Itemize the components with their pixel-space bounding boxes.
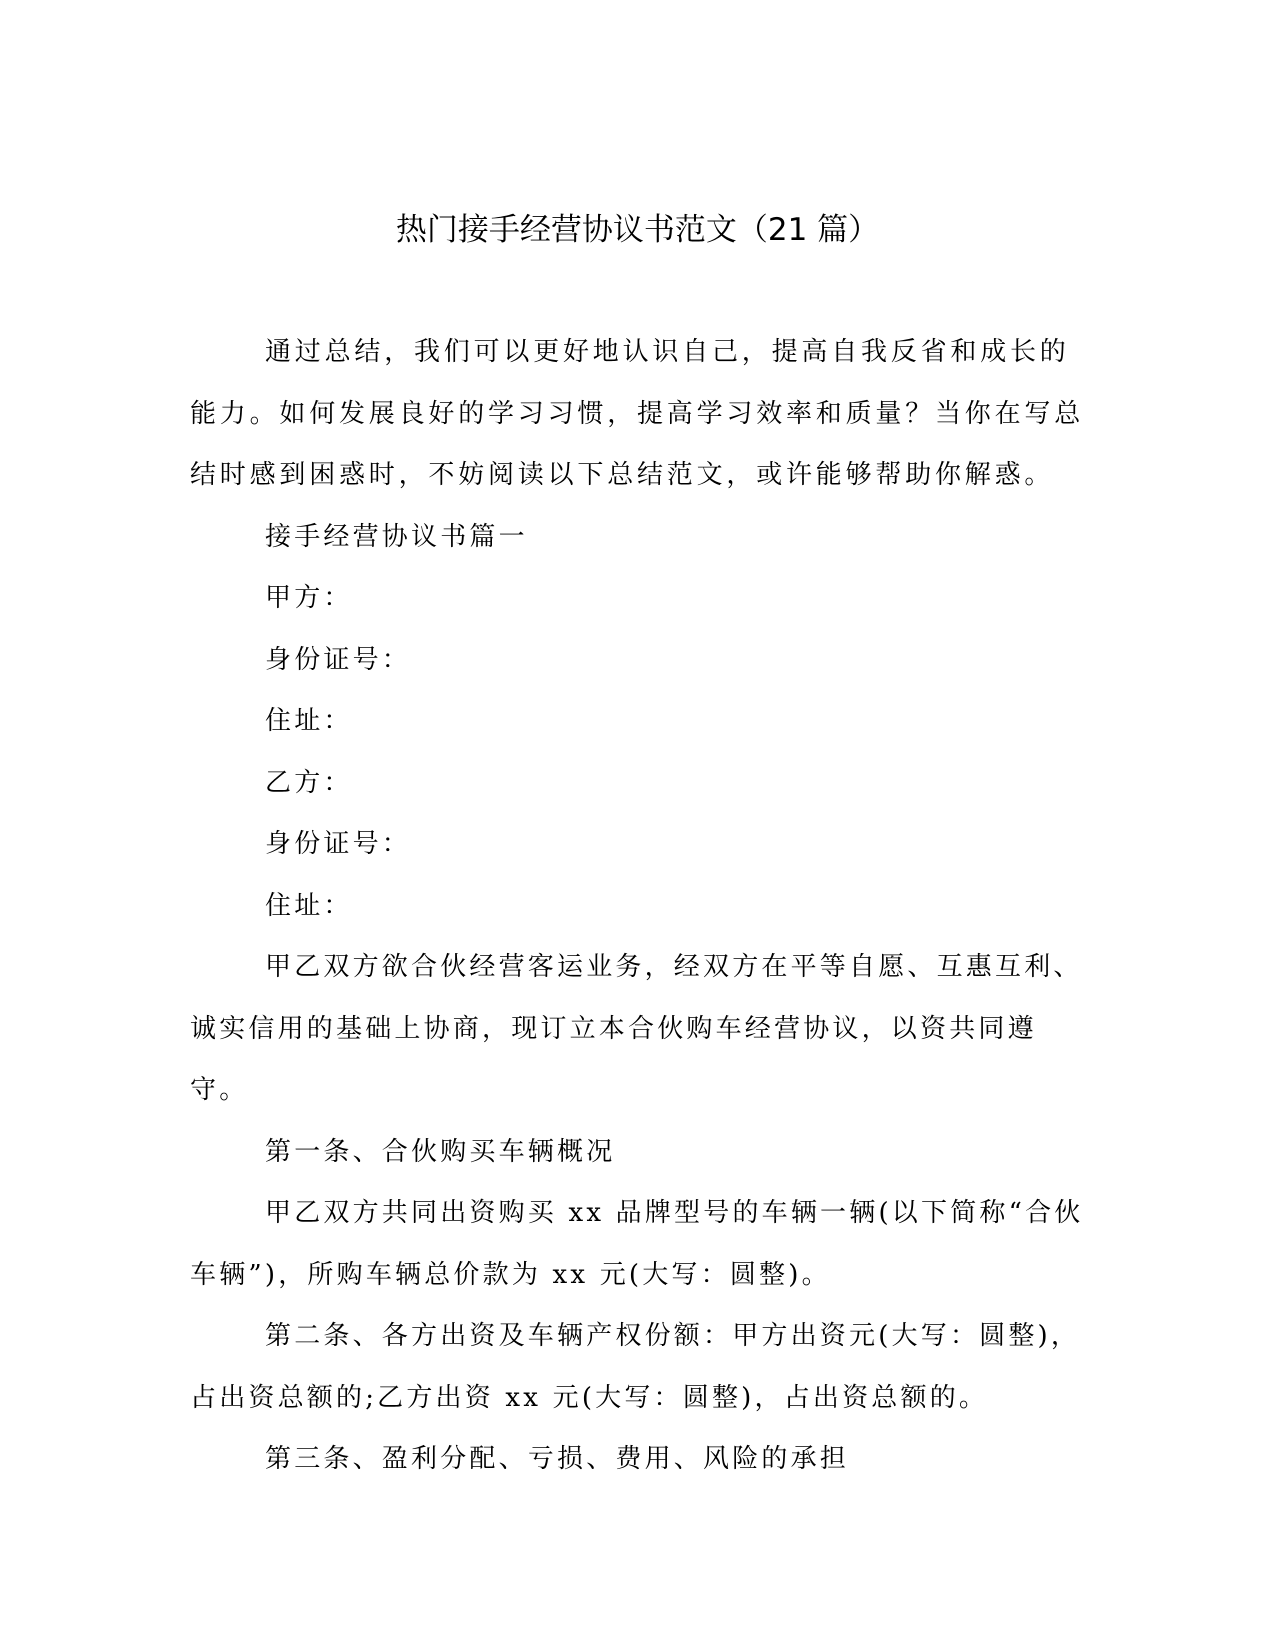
article-3-heading: 第三条、盈利分配、亏损、费用、风险的承担 [265, 1444, 850, 1474]
party-a-id-label: 身份证号： [265, 644, 412, 675]
article-1-body: 甲乙双方共同出资购买 xx 品牌型号的车辆一辆(以下简称“合伙车辆”)，所购车辆总价款为 xx 元(大写：圆整)。 [190, 1198, 1084, 1290]
party-b-id-label: 身份证号： [265, 829, 412, 859]
article-2-body: 第二条、各方出资及车辆产权份额：甲方出资元(大写：圆整)，占出资总额的;乙方出资 xx 元(大写：圆整)，占出资总额的。 [190, 1321, 1081, 1413]
party-b-label: 乙方： [265, 767, 353, 798]
article-1-heading: 第一条、合伙购买车辆概况 [265, 1136, 616, 1167]
document-body [190, 322, 1085, 1491]
intro-paragraph: 通过总结，我们可以更好地认识自己，提高自我反省和成长的能力。如何发展良好的学习习惯，提高学习效率和质量？当你在写总结时感到困惑时，不妨阅读以下总结范文，或许能够帮助你解惑。 [190, 337, 1085, 490]
document-title: 热门接手经营协议书范文（21 篇） [395, 212, 880, 248]
section-heading: 接手经营协议书篇一 [265, 521, 528, 552]
agreement-preamble: 甲乙双方欲合伙经营客运业务，经双方在平等自愿、互惠互利、诚实信用的基础上协商，现订立本合伙购车经营协议，以资共同遵守。 [190, 952, 1083, 1105]
party-b-address-label: 住址： [265, 890, 353, 921]
party-a-label: 甲方： [265, 583, 353, 613]
party-a-address-label: 住址： [265, 706, 353, 736]
